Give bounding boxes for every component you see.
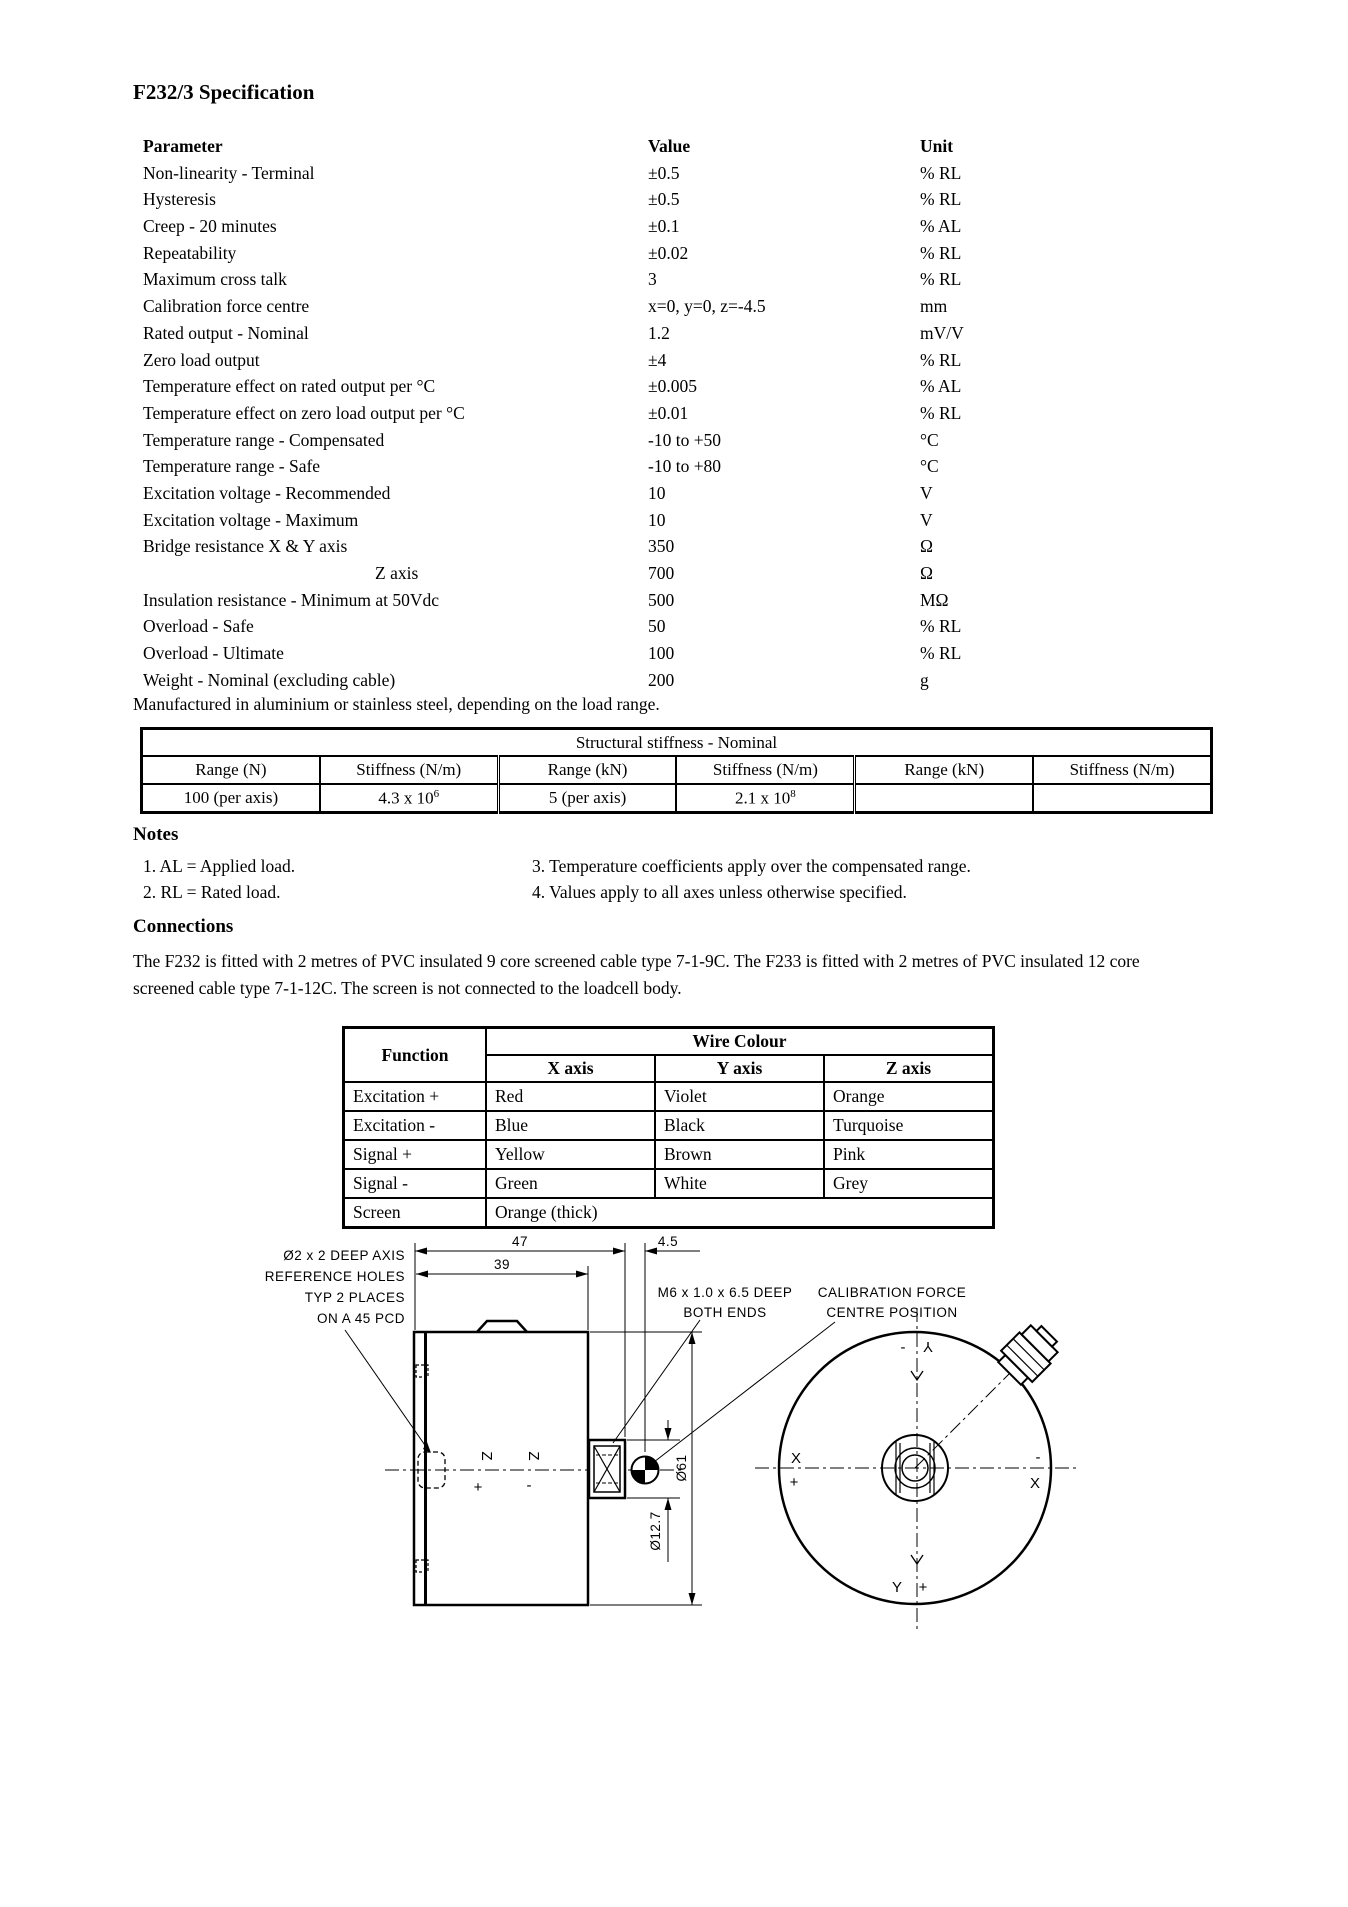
calibration-symbol-quadrant bbox=[645, 1457, 659, 1471]
stiffness-exponent: 8 bbox=[790, 787, 796, 800]
wire-colour-table bbox=[342, 1026, 995, 1229]
param-cell: Z axis bbox=[375, 563, 419, 583]
stiffness-cell bbox=[1033, 784, 1211, 813]
x-wire-cell: Green bbox=[486, 1169, 655, 1198]
stiffness-col-header: Stiffness (N/m) bbox=[1033, 756, 1211, 784]
x-minus-axis-label: X bbox=[1029, 1475, 1041, 1492]
value-cell: 700 bbox=[648, 563, 675, 583]
param-cell: Temperature range - Compensated bbox=[143, 429, 385, 450]
wire-row bbox=[344, 1111, 994, 1140]
spec-table bbox=[133, 133, 1223, 693]
param-cell: Temperature effect on rated output per °C bbox=[143, 376, 436, 397]
function-cell: Screen bbox=[344, 1198, 487, 1228]
page-title: F232/3 Specification bbox=[133, 80, 315, 104]
spec-row bbox=[133, 347, 1223, 374]
loadcell-body-outline bbox=[414, 1332, 588, 1605]
value-cell: 200 bbox=[648, 669, 675, 690]
ref-holes-label: REFERENCE HOLES bbox=[264, 1269, 405, 1284]
m6-label: M6 x 1.0 x 6.5 DEEP bbox=[657, 1285, 793, 1300]
y-axis-header: Y axis bbox=[655, 1055, 824, 1082]
spec-row bbox=[133, 266, 1223, 293]
note-item: 3. Temperature coefficients apply over the compensated range. bbox=[532, 856, 971, 876]
param-cell: Bridge resistance X & Y axis bbox=[143, 536, 348, 557]
unit-cell: °C bbox=[920, 429, 939, 450]
value-cell: ±0.01 bbox=[648, 402, 689, 423]
dim-diameter-12-7: Ø12.7 bbox=[648, 1511, 663, 1551]
spec-row bbox=[133, 427, 1223, 454]
calibration-symbol-quadrant bbox=[632, 1470, 646, 1484]
stiffness-base: 2.1 x 10 bbox=[735, 788, 791, 808]
ref-holes-label: ON A 45 PCD bbox=[316, 1311, 405, 1326]
value-cell: -10 to +50 bbox=[648, 429, 722, 450]
spec-row bbox=[133, 640, 1223, 667]
stiffness-col-header: Range (kN) bbox=[498, 756, 676, 784]
value-cell: x=0, y=0, z=-4.5 bbox=[648, 296, 766, 317]
value-cell: 350 bbox=[648, 536, 675, 557]
spec-row bbox=[133, 400, 1223, 427]
unit-cell: % RL bbox=[920, 643, 962, 664]
note-item: 1. AL = Applied load. bbox=[143, 856, 296, 876]
wire-row bbox=[344, 1169, 994, 1198]
unit-cell: % AL bbox=[920, 376, 962, 397]
y-wire-cell: White bbox=[655, 1169, 824, 1198]
param-cell: Temperature range - Safe bbox=[143, 456, 321, 477]
function-cell: Signal - bbox=[344, 1169, 487, 1198]
note-item: 4. Values apply to all axes unless otherwise specified. bbox=[532, 882, 907, 902]
unit-cell: % RL bbox=[920, 242, 962, 263]
param-cell: Repeatability bbox=[143, 242, 237, 263]
spec-row bbox=[133, 480, 1223, 507]
x-minus-sign: - bbox=[1035, 1449, 1041, 1466]
param-cell: Maximum cross talk bbox=[143, 269, 287, 290]
spec-row bbox=[133, 240, 1223, 267]
dim-39: 39 bbox=[493, 1257, 511, 1272]
value-cell: ±0.02 bbox=[648, 242, 689, 263]
range-cell: 100 (per axis) bbox=[142, 784, 320, 813]
x-wire-cell: Yellow bbox=[486, 1140, 655, 1169]
spec-row bbox=[133, 560, 1223, 587]
calibration-centre-symbol bbox=[632, 1457, 659, 1484]
connections-paragraph: The F232 is fitted with 2 metres of PVC insulated 9 core screened cable type 7-1-9C. The F233 is fitted with 2 metres of PVC insulated 12 core screened cable type 7-1-12C. The screen is not connected to the loadcell body. bbox=[133, 951, 1140, 998]
stiffness-data-row bbox=[142, 784, 1212, 813]
z-wire-cell: Turquoise bbox=[824, 1111, 994, 1140]
function-cell: Excitation - bbox=[344, 1111, 487, 1140]
function-header: Function bbox=[344, 1028, 487, 1083]
z-plus-axis-label: Z bbox=[478, 1451, 495, 1461]
ref-holes-label: Ø2 x 2 DEEP AXIS bbox=[283, 1248, 405, 1263]
m6-label: BOTH ENDS bbox=[683, 1305, 767, 1320]
calibration-leader bbox=[654, 1322, 835, 1462]
z-plus-sign: + bbox=[473, 1479, 483, 1496]
spec-row bbox=[133, 320, 1223, 347]
y-wire-cell: Brown bbox=[655, 1140, 824, 1169]
stiffness-col-header: Range (N) bbox=[142, 756, 320, 784]
stiffness-table bbox=[140, 727, 1213, 814]
param-cell: Insulation resistance - Minimum at 50Vdc bbox=[143, 589, 439, 610]
z-wire-cell: Pink bbox=[824, 1140, 994, 1169]
cable-exit-bump bbox=[477, 1321, 527, 1332]
m6-leader bbox=[613, 1320, 700, 1443]
unit-cell: % RL bbox=[920, 189, 962, 210]
connections-heading: Connections bbox=[133, 916, 234, 937]
value-cell: ±0.005 bbox=[648, 376, 697, 397]
unit-cell: % RL bbox=[920, 269, 962, 290]
unit-cell: Ω bbox=[920, 536, 934, 557]
param-cell: Non-linearity - Terminal bbox=[143, 162, 315, 183]
unit-cell: % RL bbox=[920, 616, 962, 637]
unit-cell: Ω bbox=[920, 563, 934, 583]
stiffness-col-header: Range (kN) bbox=[855, 756, 1033, 784]
wire-row bbox=[344, 1198, 994, 1228]
value-cell: ±4 bbox=[648, 349, 667, 370]
unit-cell: % RL bbox=[920, 402, 962, 423]
x-plus-sign: + bbox=[789, 1474, 799, 1491]
unit-cell: MΩ bbox=[920, 589, 949, 610]
col-header-value: Value bbox=[648, 136, 691, 156]
param-cell: Overload - Ultimate bbox=[143, 643, 284, 664]
dim-47: 47 bbox=[511, 1234, 529, 1249]
y-plus-sign: + bbox=[918, 1579, 928, 1596]
value-cell: 10 bbox=[648, 509, 666, 530]
z-axis-header: Z axis bbox=[824, 1055, 994, 1082]
col-header-unit: Unit bbox=[920, 136, 954, 156]
spec-row bbox=[133, 453, 1223, 480]
technical-drawing bbox=[180, 1230, 1140, 1680]
stiffness-cell bbox=[676, 784, 854, 813]
param-cell: Overload - Safe bbox=[143, 616, 254, 637]
spec-header-row bbox=[133, 133, 1223, 160]
value-cell: ±0.5 bbox=[648, 189, 680, 210]
function-cell: Signal + bbox=[344, 1140, 487, 1169]
unit-cell: g bbox=[920, 669, 929, 690]
y-wire-cell: Black bbox=[655, 1111, 824, 1140]
x-wire-cell: Red bbox=[486, 1082, 655, 1111]
spec-row bbox=[133, 587, 1223, 614]
value-cell: -10 to +80 bbox=[648, 456, 722, 477]
param-cell: Calibration force centre bbox=[143, 296, 310, 317]
wire-colour-header: Wire Colour bbox=[486, 1028, 994, 1056]
x-plus-axis-label: X bbox=[790, 1450, 802, 1467]
stiffness-header-row bbox=[142, 756, 1212, 784]
wire-row bbox=[344, 1082, 994, 1111]
spec-row bbox=[133, 293, 1223, 320]
param-cell: Zero load output bbox=[143, 349, 260, 370]
y-minus-axis-label: Y bbox=[922, 1338, 934, 1355]
y-minus-sign: - bbox=[900, 1339, 906, 1356]
notes-heading: Notes bbox=[133, 824, 179, 845]
screen-wire-cell: Orange (thick) bbox=[486, 1198, 994, 1228]
z-minus-axis-label: Z bbox=[525, 1451, 542, 1461]
ref-holes-leader bbox=[345, 1330, 429, 1451]
manufactured-note: Manufactured in aluminium or stainless steel, depending on the load range. bbox=[133, 694, 660, 714]
value-cell: 50 bbox=[648, 616, 666, 637]
stiffness-cell bbox=[320, 784, 498, 813]
z-minus-sign: - bbox=[526, 1477, 532, 1494]
unit-cell: % RL bbox=[920, 349, 962, 370]
stiffness-col-header: Stiffness (N/m) bbox=[320, 756, 498, 784]
unit-cell: % AL bbox=[920, 216, 962, 237]
value-cell: 500 bbox=[648, 589, 675, 610]
spec-row bbox=[133, 613, 1223, 640]
value-cell: 10 bbox=[648, 482, 666, 503]
spec-row bbox=[133, 667, 1223, 694]
y-wire-cell: Violet bbox=[655, 1082, 824, 1111]
spec-row bbox=[133, 160, 1223, 187]
param-cell: Rated output - Nominal bbox=[143, 322, 309, 343]
z-wire-cell: Orange bbox=[824, 1082, 994, 1111]
front-view bbox=[755, 1308, 1080, 1630]
col-header-parameter: Parameter bbox=[143, 136, 223, 156]
unit-cell: V bbox=[920, 482, 933, 503]
param-cell: Weight - Nominal (excluding cable) bbox=[143, 669, 396, 690]
param-cell: Temperature effect on zero load output per °C bbox=[143, 402, 465, 423]
value-cell: 100 bbox=[648, 643, 675, 664]
spec-row bbox=[133, 507, 1223, 534]
dim-diameter-61: Ø61 bbox=[674, 1454, 689, 1482]
stiffness-exponent: 6 bbox=[433, 787, 440, 800]
spec-row bbox=[133, 373, 1223, 400]
spec-row bbox=[133, 186, 1223, 213]
param-cell: Excitation voltage - Maximum bbox=[143, 509, 359, 530]
stiffness-title: Structural stiffness - Nominal bbox=[142, 729, 1212, 757]
param-cell: Creep - 20 minutes bbox=[143, 216, 277, 237]
wire-row bbox=[344, 1140, 994, 1169]
drawing-annotations bbox=[265, 1234, 967, 1551]
value-cell: ±0.1 bbox=[648, 216, 680, 237]
y-plus-axis-label: Y bbox=[891, 1579, 903, 1596]
stiffness-col-header: Stiffness (N/m) bbox=[676, 756, 854, 784]
value-cell: 3 bbox=[648, 269, 657, 290]
z-wire-cell: Grey bbox=[824, 1169, 994, 1198]
unit-cell: V bbox=[920, 509, 933, 530]
unit-cell: mm bbox=[920, 296, 948, 317]
unit-cell: % RL bbox=[920, 162, 962, 183]
value-cell: 1.2 bbox=[648, 322, 670, 343]
range-cell bbox=[855, 784, 1033, 813]
spec-row bbox=[133, 213, 1223, 240]
value-cell: ±0.5 bbox=[648, 162, 680, 183]
calibration-label: CENTRE POSITION bbox=[826, 1305, 958, 1320]
stiffness-base: 4.3 x 10 bbox=[378, 788, 434, 808]
spec-row bbox=[133, 533, 1223, 560]
unit-cell: mV/V bbox=[920, 322, 964, 343]
param-cell: Hysteresis bbox=[143, 189, 216, 210]
axis-labels bbox=[474, 1338, 1041, 1596]
note-item: 2. RL = Rated load. bbox=[143, 882, 281, 902]
ref-holes-label: TYP 2 PLACES bbox=[304, 1290, 405, 1305]
param-cell: Excitation voltage - Recommended bbox=[143, 482, 391, 503]
range-cell: 5 (per axis) bbox=[498, 784, 676, 813]
function-cell: Excitation + bbox=[344, 1082, 487, 1111]
x-wire-cell: Blue bbox=[486, 1111, 655, 1140]
unit-cell: °C bbox=[920, 456, 939, 477]
x-axis-header: X axis bbox=[486, 1055, 655, 1082]
dim-4-5: 4.5 bbox=[657, 1234, 679, 1249]
calibration-label: CALIBRATION FORCE bbox=[817, 1285, 967, 1300]
